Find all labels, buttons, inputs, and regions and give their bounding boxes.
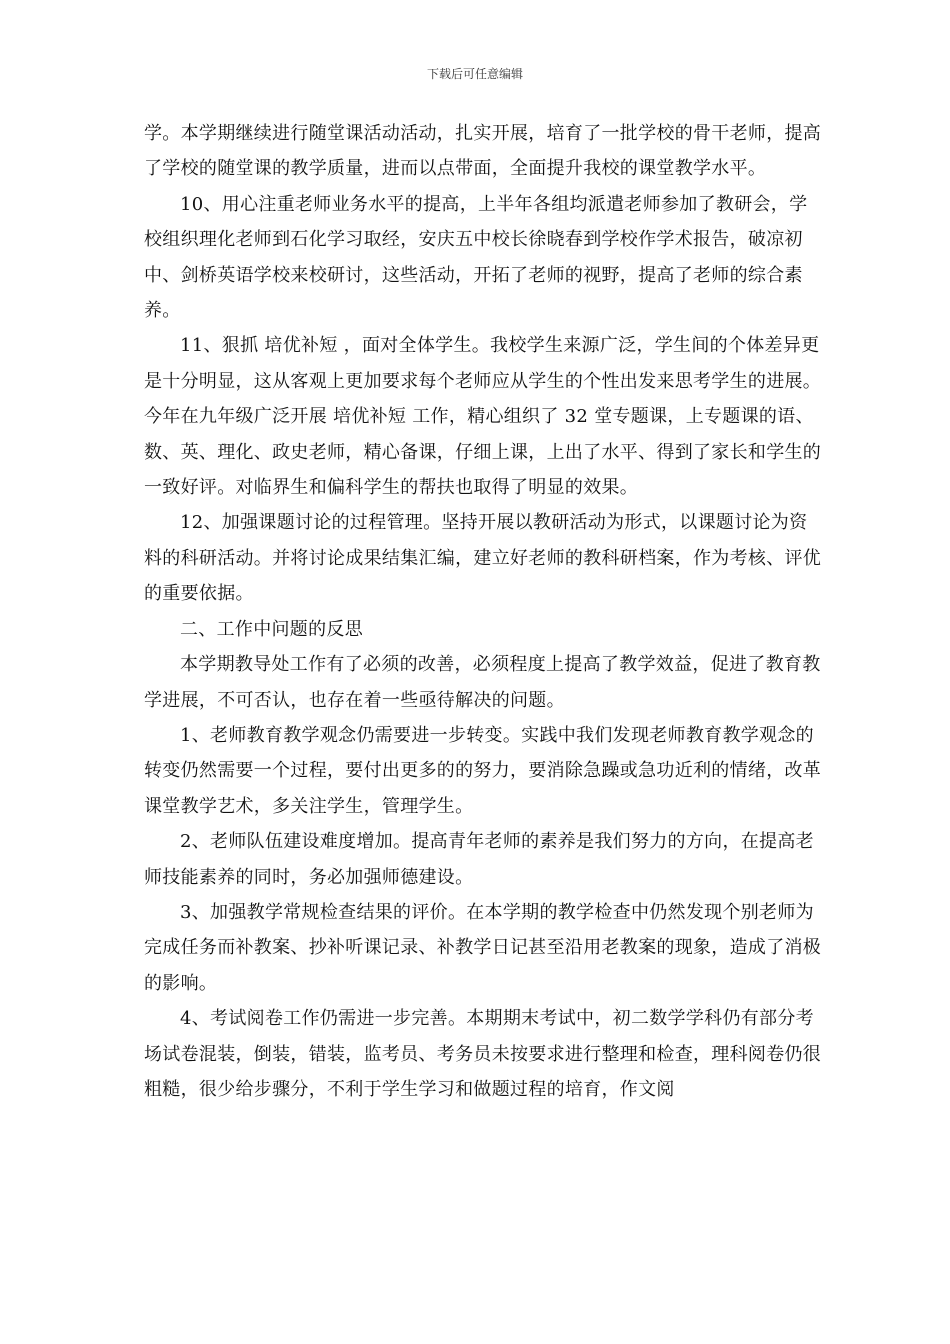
section-heading: 二、工作中问题的反思 — [180, 618, 363, 640]
document-body — [144, 116, 824, 1107]
paragraph: 3、加强教学常规检查结果的评价。在本学期的教学检查中仍然发现个别老师为完成任务而补教案、抄补听课记录、补教学日记甚至沿用老教案的现象，造成了消极的影响。 — [144, 901, 822, 994]
paragraph: 2、老师队伍建设难度增加。提高青年老师的素养是我们努力的方向，在提高老师技能素养的同时，务必加强师德建设。 — [144, 831, 814, 888]
paragraph: 10、用心注重老师业务水平的提高，上半年各组均派遣老师参加了教研会，学校组织理化老师到石化学习取经，安庆五中校长徐晓春到学校作学术报告，破凉初中、剑桥英语学校来校研讨，这些活动，开拓了老师的视野，提高了老师的综合素养。 — [144, 193, 808, 322]
paragraph: 11、狠抓 培优补短 ，面对全体学生。我校学生来源广泛，学生间的个体差异更是十分明显，这从客观上更加要求每个老师应从学生的个性出发来思考学生的进展。今年在九年级广泛开展 培优补短 工作，精心组织了 32 堂专题课，上专题课的语、数、英、理化、政史老师，精心备课，仔细上课，上出了水平、得到了家长和学生的一致好评。对临界生和偏科学生的帮扶也取得了明显的效果。 — [144, 335, 822, 499]
paragraph: 12、加强课题讨论的过程管理。坚持开展以教研活动为形式，以课题讨论为资料的科研活动。并将讨论成果结集汇编，建立好老师的教科研档案，作为考核、评优的重要依据。 — [144, 512, 822, 605]
page-header: 下载后可任意编辑 — [426, 67, 523, 81]
paragraph: 学。本学期继续进行随堂课活动活动，扎实开展，培育了一批学校的骨干老师，提高了学校的随堂课的教学质量，进而以点带面，全面提升我校的课堂教学水平。 — [144, 123, 822, 180]
paragraph: 1、老师教育教学观念仍需要进一步转变。实践中我们发现老师教育教学观念的转变仍然需要一个过程，要付出更多的的努力，要消除急躁或急功近利的情绪，改革课堂教学艺术，多关注学生，管理学生。 — [144, 724, 822, 817]
paragraph: 本学期教导处工作有了必须的改善，必须程度上提高了教学效益，促进了教育教学进展，不可否认，也存在着一些亟待解决的问题。 — [144, 654, 821, 711]
paragraph: 4、考试阅卷工作仍需进一步完善。本期期末考试中，初二数学学科仍有部分考场试卷混装，倒装，错装，监考员、考务员未按要求进行整理和检查，理科阅卷仍很粗糙，很少给步骤分，不利于学生学习和做题过程的培育，作文阅 — [144, 1008, 822, 1100]
